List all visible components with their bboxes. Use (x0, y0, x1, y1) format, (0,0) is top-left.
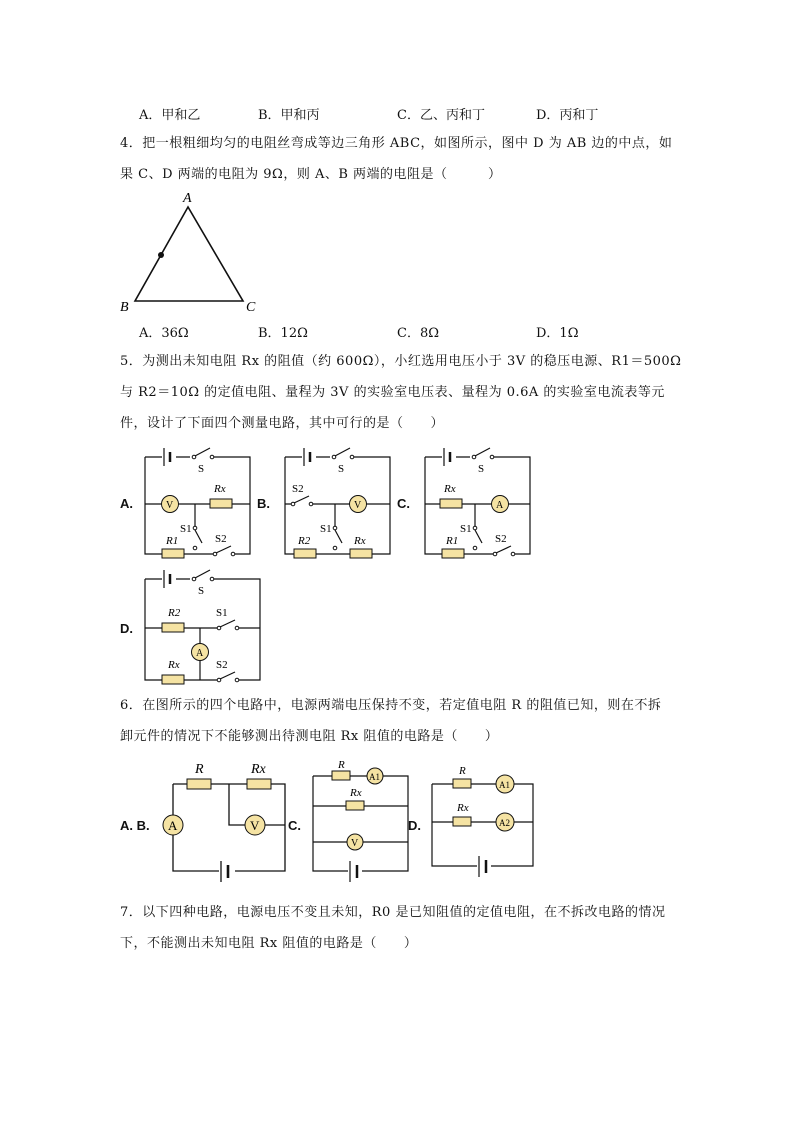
switch-s2-label: S2 (216, 659, 228, 671)
q6-circuit-d (425, 756, 540, 891)
resistor-rx (440, 499, 462, 508)
vertex-b-label: B (120, 300, 129, 315)
resistor-r (187, 779, 211, 789)
ammeter-a2-label: A2 (499, 818, 510, 828)
switch-s-label: S (198, 585, 205, 597)
rx-label: Rx (168, 659, 180, 671)
resistor-r2 (294, 549, 316, 558)
rx-label: Rx (354, 535, 366, 547)
resistor-r (453, 779, 471, 788)
switch-s1-label: S1 (180, 523, 192, 535)
q5-option-b-label: B. (257, 496, 270, 511)
resistor-rx (210, 499, 232, 508)
q4-option-d: D．1Ω (536, 326, 579, 341)
voltmeter-label: V (354, 500, 362, 511)
point-d-dot (158, 252, 164, 258)
q5-text-line2: 与 R2＝10Ω 的定值电阻、量程为 3V 的实验室电压表、量程为 0.6A 的实验室电流表等元 (120, 385, 665, 400)
switch-s-label: S (338, 463, 345, 475)
q4-option-c: C．8Ω (397, 326, 439, 341)
voltmeter-label: V (166, 500, 174, 511)
q6-text-line1: 6．在图所示的四个电路中，电源两端电压保持不变，若定值电阻 R 的阻值已知，则在不拆 (120, 698, 662, 713)
ammeter-a1-label: A1 (499, 780, 510, 790)
rx-label: Rx (251, 762, 266, 777)
rx-label: Rx (457, 802, 469, 814)
r2-label: R2 (298, 535, 311, 547)
q4-option-b: B．12Ω (258, 326, 308, 341)
switch-s1-label: S1 (460, 523, 472, 535)
resistor-rx (346, 801, 364, 810)
r-label: R (459, 765, 466, 777)
switch-s2-label: S2 (292, 483, 304, 495)
q3-option-a: A．甲和乙 (139, 108, 201, 123)
voltmeter-label: V (250, 818, 260, 833)
q5-circuit-b (280, 440, 395, 565)
q5-text-line3: 件，设计了下面四个测量电路，其中可行的是（ ） (120, 416, 445, 431)
ammeter-label: A (496, 500, 504, 511)
q7-text-line1: 7．以下四种电路，电源电压不变且未知，R0 是已知阻值的定值电阻，在不拆改电路的情况 (120, 905, 666, 920)
r1-label: R1 (166, 535, 179, 547)
q5-option-d-label: D. (120, 621, 133, 636)
switch-s-label: S (478, 463, 485, 475)
resistor-r (332, 771, 350, 780)
voltmeter-label: V (351, 838, 359, 849)
switch-s2-label: S2 (495, 533, 507, 545)
ammeter-label: A (196, 648, 204, 659)
vertex-c-label: C (246, 300, 256, 315)
q6-circuit-ab (155, 756, 295, 891)
rx-label: Rx (214, 483, 226, 495)
q3-option-b: B．甲和丙 (258, 108, 320, 123)
resistor-r1 (162, 549, 184, 558)
q6-text-line2: 卸元件的情况下不能够测出待测电阻 Rx 阻值的电路是（ ） (120, 729, 499, 744)
ammeter-a1-label: A1 (369, 772, 380, 782)
r2-label: R2 (168, 607, 181, 619)
ammeter-label: A (168, 818, 178, 833)
q4-text-line1: 4．把一根粗细均匀的电阻丝弯成等边三角形 ABC，如图所示，图中 D 为 AB 边的中点，如 (120, 136, 673, 151)
vertex-a-label: A (183, 191, 192, 206)
q4-option-a: A．36Ω (139, 326, 189, 341)
q5-circuit-a (140, 440, 255, 565)
q4-triangle-figure (115, 190, 275, 320)
q4-text-line2: 果 C、D 两端的电阻为 9Ω，则 A、B 两端的电阻是（ ） (120, 167, 502, 182)
q5-circuit-d (140, 562, 265, 687)
q5-option-a-label: A. (120, 496, 133, 511)
resistor-rx (453, 817, 471, 826)
q5-circuit-c (420, 440, 535, 565)
q5-option-c-label: C. (397, 496, 410, 511)
resistor-rx (247, 779, 271, 789)
q6-circuit-c (308, 756, 418, 891)
switch-s1-label: S1 (216, 607, 228, 619)
r-label: R (195, 762, 204, 777)
resistor-r1 (442, 549, 464, 558)
switch-s-label: S (198, 463, 205, 475)
switch-s1-label: S1 (320, 523, 332, 535)
q6-option-d-label: D. (408, 818, 421, 833)
r-label: R (338, 759, 345, 771)
resistor-rx (350, 549, 372, 558)
r1-label: R1 (446, 535, 459, 547)
switch-s2-label: S2 (215, 533, 227, 545)
q3-option-c: C．乙、丙和丁 (397, 108, 485, 123)
rx-label: Rx (350, 787, 362, 799)
resistor-r2 (162, 623, 184, 632)
resistor-rx (162, 675, 184, 684)
q3-option-d: D．丙和丁 (536, 108, 599, 123)
q5-text-line1: 5．为测出未知电阻 Rx 的阻值（约 600Ω），小红选用电压小于 3V 的稳压电源、R1＝500Ω (120, 354, 682, 369)
q6-option-ab-label: A. B. (120, 818, 150, 833)
q6-option-c-label: C. (288, 818, 301, 833)
rx-label: Rx (444, 483, 456, 495)
q7-text-line2: 下，不能测出未知电阻 Rx 阻值的电路是（ ） (120, 936, 418, 951)
